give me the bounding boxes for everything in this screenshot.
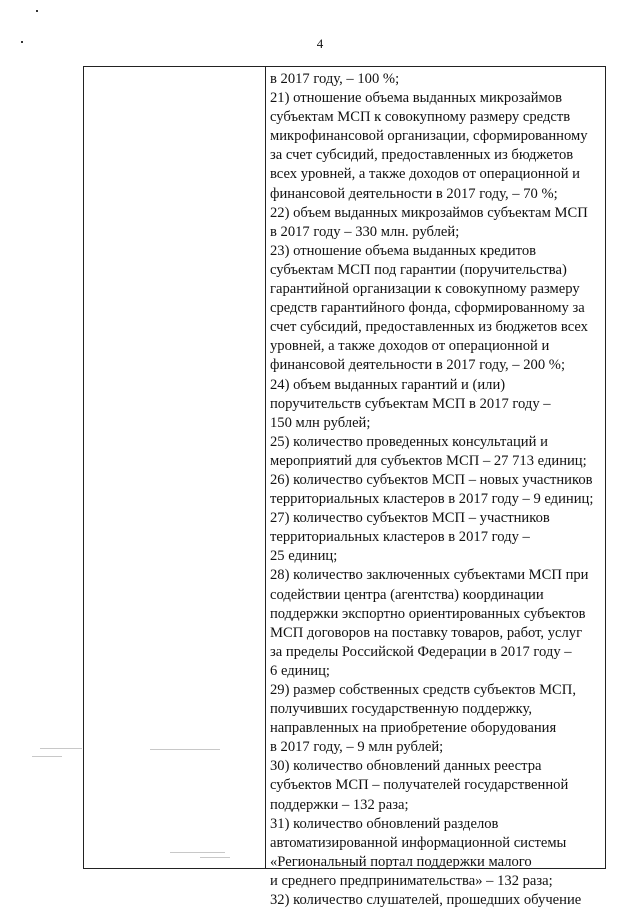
text-line: уровней, а также доходов от операционной и	[270, 338, 550, 355]
table-left-column	[83, 67, 266, 868]
text-line: МСП договоров на поставку товаров, работ, услуг	[270, 624, 583, 641]
text-line: 23) отношение объема выданных кредитов	[270, 242, 537, 259]
text-line: поручительств субъектам МСП в 2017 году –	[270, 395, 551, 412]
text-line: 25 единиц;	[270, 548, 338, 565]
text-line: микрофинансовой организации, сформированному	[270, 128, 588, 145]
text-line: субъектам МСП под гарантии (поручительства)	[270, 261, 567, 278]
text-line: содействии центра (агентства) координации	[270, 586, 544, 603]
text-line: за счет субсидий, предоставленных из бюджетов	[270, 147, 574, 164]
scan-artifact	[150, 749, 220, 750]
text-line: 26) количество субъектов МСП – новых участников	[270, 471, 593, 488]
scan-artifact	[200, 857, 230, 858]
text-line: в 2017 году, – 100 %;	[270, 71, 400, 87]
text-line: субъектов МСП – получателей государственной	[270, 777, 569, 794]
text-line: 27) количество субъектов МСП – участников	[270, 510, 550, 527]
text-line: поддержки – 132 раза;	[270, 796, 409, 813]
text-line: 22) объем выданных микрозаймов субъектам МСП	[270, 204, 588, 221]
text-line: финансовой деятельности в 2017 году, – 70 %;	[270, 185, 558, 202]
scan-artifact	[32, 756, 62, 757]
text-line: субъектам МСП к совокупному размеру средств	[270, 109, 571, 126]
text-line: за пределы Российской Федерации в 2017 году –	[270, 643, 572, 660]
text-line: гарантийной организации к совокупному размеру	[270, 281, 580, 298]
text-line: 150 млн рублей;	[270, 414, 371, 431]
scan-artifact	[40, 748, 82, 749]
text-line: 25) количество проведенных консультаций и	[270, 433, 548, 450]
text-line: поддержки экспортно ориентированных субъектов	[270, 605, 586, 622]
text-line: направленных на приобретение оборудования	[270, 720, 557, 737]
text-line: средств гарантийного фонда, сформированному за	[270, 300, 585, 317]
text-line: 6 единиц;	[270, 662, 330, 679]
table-right-column	[266, 67, 606, 909]
text-line: автоматизированной информационной системы	[270, 834, 567, 851]
text-line: территориальных кластеров в 2017 году – 9 единиц;	[270, 491, 594, 508]
text-line: счет субсидий, предоставленных из бюджетов всех	[270, 319, 588, 336]
text-line: 21) отношение объема выданных микрозаймов	[270, 90, 562, 107]
text-line: в 2017 году – 330 млн. рублей;	[270, 223, 460, 240]
text-line: в 2017 году, – 9 млн рублей;	[270, 739, 444, 756]
scan-speck	[36, 10, 38, 12]
text-line: 29) размер собственных средств субъектов МСП,	[270, 682, 576, 698]
text-line: 32) количество слушателей, прошедших обучение	[270, 892, 582, 909]
text-line: получивших государственную поддержку,	[270, 701, 533, 718]
text-line: финансовой деятельности в 2017 году, – 200 %;	[270, 357, 566, 374]
text-line: «Региональный портал поддержки малого	[270, 853, 532, 870]
text-line: 31) количество обновлений разделов	[270, 815, 499, 832]
text-line: территориальных кластеров в 2017 году –	[270, 529, 530, 546]
text-line: всех уровней, а также доходов от операционной и	[270, 166, 580, 183]
text-line: 30) количество обновлений данных реестра	[270, 758, 542, 775]
text-line: 28) количество заключенных субъектами МСП при	[270, 567, 589, 584]
text-line: 24) объем выданных гарантий и (или)	[270, 376, 506, 393]
text-line: и среднего предпринимательства» – 132 раза;	[270, 872, 553, 889]
text-line: мероприятий для субъектов МСП – 27 713 единиц;	[270, 452, 587, 469]
scan-artifact	[170, 852, 225, 853]
page-number: 4	[316, 36, 324, 51]
